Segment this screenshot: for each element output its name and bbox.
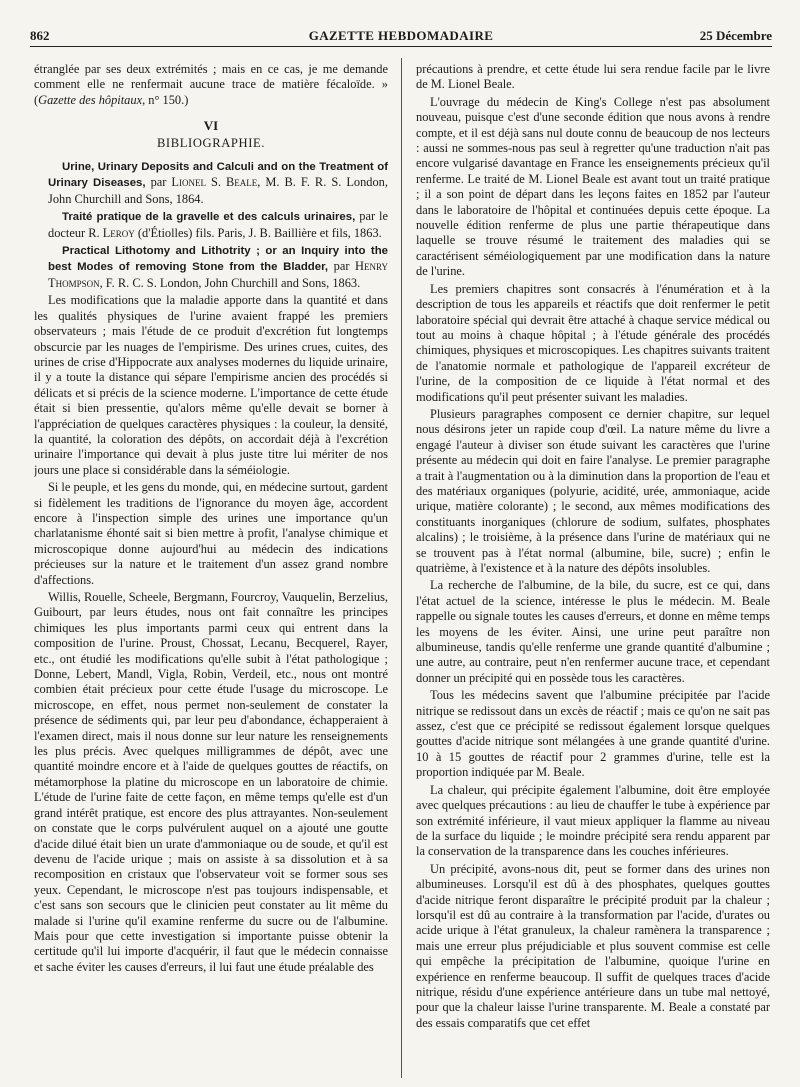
section-number: VI (203, 118, 219, 134)
bibliography-entry: Urine, Urinary Deposits and Calculi and on the Treatment of Urinary Diseases, par Lionel S. Beale, M. B. F. R. S. London, John Churchill and Sons, 1864. (48, 161, 388, 206)
body-paragraph: Les premiers chapitres sont consacrés à l'énumération et à la description de tous les appareils et réactifs que doit renfermer le petit laboratoire spécial qui devrait être attaché à chaque service médical ou tout au moins à chaque hôpital ; à l'étude générale des procédés chimiques, physiques et microscopiques. Les chapitres suivants traitent de l'anatomie normale et pathologique de l'appareil excréteur de l'urine, de la composition de ce liquide à l'état normal et des modifications qu'il peut présenter suivant les maladies. (416, 281, 770, 404)
column-divider (401, 58, 402, 1078)
body-paragraph: La recherche de l'albumine, de la bile, du sucre, est ce qui, dans l'état actuel de la science, intéresse le plus le médecin. M. Beale rappelle ou signale toutes les causes d'erreurs, et donne en même temps les moyens de les éviter. Ainsi, une urine peut paraître non albumineuse, tandis qu'elle renferme une grande quantité d'albumine ; une autre, au contraire, peut n'en renfermer aucune trace, et cependant donner un précipité qui en possède tous les caractères. (416, 578, 770, 685)
body-paragraph: Les modifications que la maladie apporte dans la quantité et dans les qualités physiques de l'urine avaient frappé les premiers observateurs ; mais l'étude de ce produit d'excrétion fut longtemps obscurcie par les nuages de l'empirisme. Des urines crues, cuites, des urines de crise d'Hippocrate aux analyses modernes du liquide urinaire, il y a toute la distance qui sépare l'empirisme ancien des procédés si délicats et si précis de la science moderne. L'importance de cette étude était si bien pressentie, qu'alors même qu'elle devait se borner à l'appréciation de quelques caractères physiques : la couleur, la densité, la quantité, la coloration des dépôts, on accordait déjà à l'excrétion urinaire l'importance qui devait à plus juste titre lui mériter de nos jours une place si considérable dans la séméiologie. (34, 293, 388, 477)
bibliography-entry: Practical Lithotomy and Lithotrity ; or an Inquiry into the best Modes of removing Stone from the Bladder, par Henry Thompson, F. R. C. S. London, John Churchill and Sons, 1863. (48, 245, 388, 290)
section-title: BIBLIOGRAPHIE. (156, 135, 266, 150)
journal-title: GAZETTE HEBDOMADAIRE (308, 28, 494, 43)
body-paragraph: La chaleur, qui précipite également l'albumine, doit être employée avec quelques précautions : au lieu de chauffer le tube à expérience par son extrémité inférieure, il vaut mieux appliquer la flamme au niveau de la surface du liquide ; le moindre précipité sera rendu apparent par la conservation de la transparence dans les couches inférieures. (416, 782, 770, 859)
body-paragraph: Plusieurs paragraphes composent ce dernier chapitre, sur lequel nous désirons jeter un rapide coup d'œil. La nature même du livre a engagé l'auteur à diviser son étude suivant les caractères que l'urine présente au médecin qui doit en faire l'analyse. Le premier paragraphe a trait à l'augmentation ou à la diminution dans la proportion de l'eau et des matériaux organiques (polyurie, acidité, urée, ammoniaque, acide urique, matière colorante) ; le second, aux mêmes modifications des constituants inorganiques (chlorure de sodium, sulfates, phosphates alcalins) ; le troisième, à la présence dans l'urine de matériaux qui ne se trouvent pas à l'état normal (albumine, bile, sucre) ; enfin le quatrième, à l'existence et à la nature des dépôts insolubles. (416, 406, 770, 575)
continuation-paragraph: étranglée par ses deux extrémités ; mais en ce cas, je me demande comment elle ne renfermait aucune trace de matière fécaloïde. » (Gazette des hôpitaux, n° 150.) (34, 62, 388, 107)
page-header (30, 26, 772, 46)
bibliography-entry: Traité pratique de la gravelle et des calculs urinaires, par le docteur R. Leroy (d'Étiolles) fils. Paris, J. B. Baillière et fils, 1863. (48, 209, 388, 240)
body-paragraph: précautions à prendre, et cette étude lui sera rendue facile par le livre de M. Lionel Beale. (416, 62, 770, 92)
source-citation: Gazette des hôpitaux (38, 92, 143, 107)
body-paragraph: Un précipité, avons-nous dit, peut se former dans des urines non albumineuses. Lorsqu'il est dû à des phosphates, quelques gouttes d'acide nitrique feront disparaître le précipité produit par la chaleur ; lorsqu'il est dû au contraire à la transformation par l'acide, d'urates ou acide urique à l'état granuleux, la chaleur ramènera la transparence ; mais une erreur plus préjudiciable et plus souvent commise est celle qui empêche la précipitation de l'albumine, quoique l'urine en expérience en renferme beaucoup. Il suffit de quelques traces d'acide nitrique, résidu d'une expérience antérieure dans un tube mal nettoyé, pour que la chaleur laisse l'urine transparente. M. Beale a constaté par des essais comparatifs que cet effet (416, 861, 770, 1030)
body-paragraph: Willis, Rouelle, Scheele, Bergmann, Fourcroy, Vauquelin, Berzelius, Guibourt, par leurs études, nous ont fait connaître les principes chimiques les plus importants parmi ceux qui entrent dans la composition de l'urine. Proust, Chossat, Lecanu, Becquerel, Rayer, etc., ont étudié les modifications qu'elle subit à l'état pathologique ; Donne, Lebert, Mandl, Vigla, Robin, Verdeil, etc., nous ont montré combien était précieux pour cette étude l'usage du microscope. Le microscope, en effet, nous permet non-seulement de constater la présence de sédiments qui, par leur peu d'abondance, échapperaient à l'examen direct, mais il nous donne sur leur nature les renseignements les plus précis. Avec quelques milligrammes de dépôt, avec une quantité moindre encore et à l'aide de quelques gouttes de réactifs, on métamorphose la platine du microscope en un laboratoire de chimie. L'étude de l'urine faite de cette façon, en même temps qu'elle est d'un grand intérêt pratique, est encore des plus attrayantes. Non-seulement on constate que le corps pulvérulent auquel on a ajouté une goutte d'acide dilué était bien un urate d'ammoniaque ou de soude, et qu'il est devenu de l'acide urique ; mais on assiste à sa dissolution et à sa recomposition en cristaux que l'observateur voit se former sous ses yeux. Cependant, le microscope n'est pas toujours indispensable, et c'est sans son secours que le clinicien peut constater au lit même du malade si l'urine qu'il examine renferme du sucre ou de l'albumine. Mais pour que cette investigation si importante puisse obtenir la certitude qu'il lui importe d'acquérir, il faut que le médecin connaisse et sache éviter les causes d'erreurs, il lui faut une étude préalable des (34, 590, 388, 974)
page-number: 862 (30, 28, 50, 43)
body-paragraph: L'ouvrage du médecin de King's College n'est pas absolument nouveau, puisque c'est d'une seconde édition que nous avons à rendre compte, et il est déjà sans nul doute connu de beaucoup de nos lecteurs : aussi ne sommes-nous pas seul à regretter qu'une traduction n'ait pas encore vulgarisé davantage en France les enseignements précieux qu'il renferme. Le traité de M. Lionel Beale est avant tout un traité pratique ; il a son point de départ dans les leçons faites en 1852 par l'auteur dans le laboratoire de l'hôpital et continuées depuis cette époque. La nouvelle édition renferme de plus une partie thérapeutique dans laquelle se trouve résumé le traitement des maladies qui se caractérisent séméiologiquement par une modification dans la nature de l'urine. (416, 94, 770, 279)
issue-date: 25 Décembre (699, 28, 772, 43)
body-paragraph: Si le peuple, et les gens du monde, qui, en médecine surtout, gardent si fidèlement les traditions de l'ignorance du moyen âge, accordent encore à l'inspection simple des urines une importance qu'un charlatanisme éhonté sait si bien mettre à profit, l'analyse chimique et microscopique donne aujourd'hui au médecin des indications précieuses sur la nature et le traitement d'un assez grand nombre d'affections. (34, 480, 388, 587)
body-paragraph: Tous les médecins savent que l'albumine précipitée par l'acide nitrique se redissout dans un excès de réactif ; mais ce qu'on ne sait pas assez, c'est que ce précipité se redissout également lorsque quelques gouttes d'acide nitrique sont mélangées à une grande quantité d'urine. 10 à 15 gouttes de réactif pour 2 grammes d'urine, telle est la proportion indiquée par M. Beale. (416, 688, 770, 780)
header-rule (30, 46, 772, 47)
right-column (416, 62, 770, 1082)
left-column (34, 62, 388, 1082)
